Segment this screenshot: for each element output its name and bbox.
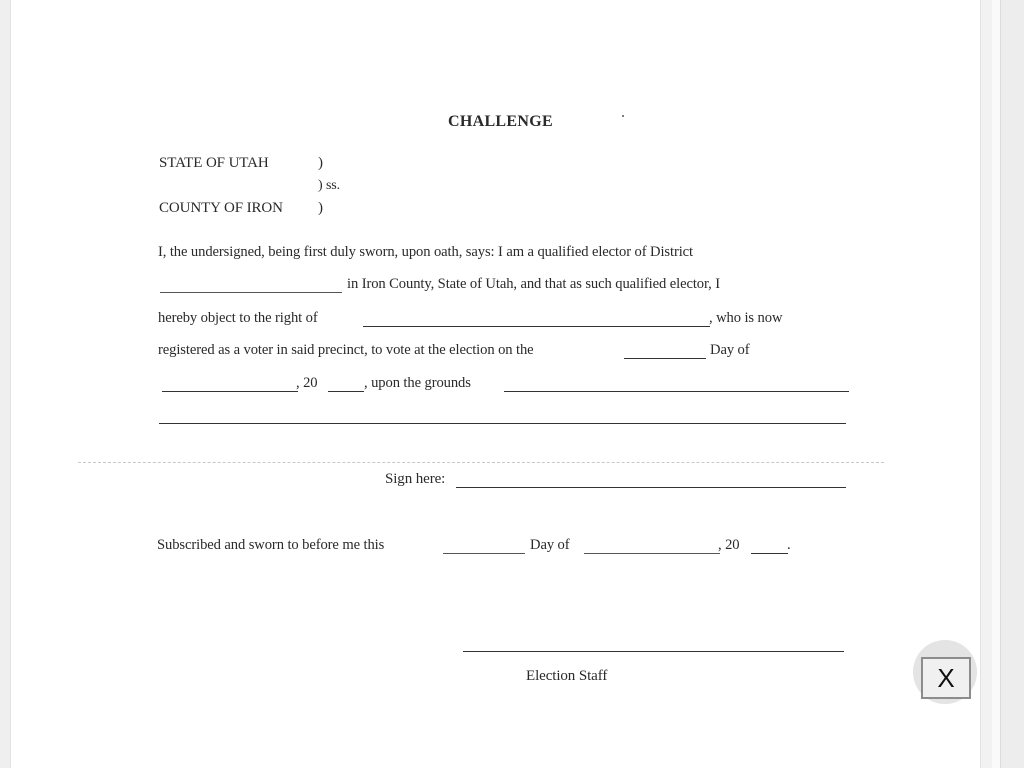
right-edge [1000,0,1024,768]
challenged-voter-blank [363,326,710,327]
body-line-5b: , upon the grounds [364,375,471,391]
district-blank [160,292,342,293]
grounds-blank [504,391,849,392]
subscribed-period: . [787,537,791,553]
body-line-4a: registered as a voter in said precinct, to vote at the election on the [158,342,534,358]
subscribed-year-prefix: , 20 [718,537,740,553]
sign-here-label: Sign here: [385,471,446,487]
election-year-blank [328,391,364,392]
scan-speck [622,115,624,117]
election-day-blank [624,358,706,359]
venue-state: STATE OF UTAH [159,155,269,171]
sworn-day-blank [443,553,525,554]
body-line-1: I, the undersigned, being first duly sworn, upon oath, says: I am a qualified elector of District [158,244,694,260]
challenger-signature-blank [456,487,846,488]
election-staff-caption: Election Staff [526,668,608,684]
body-line-4b: Day of [710,342,750,358]
venue-state-paren: ) [318,155,323,171]
election-staff-signature-blank [463,651,844,652]
subscribed-day-of: Day of [530,537,570,553]
document-title: CHALLENGE [448,113,553,130]
sworn-month-blank [584,553,720,554]
body-line-3b: , who is now [709,310,783,326]
venue-county: COUNTY OF IRON [159,200,283,216]
scan-fold-line [78,462,884,463]
close-icon: X [937,662,955,693]
sworn-year-blank [751,553,788,554]
close-button[interactable] [921,657,971,699]
body-line-5a: , 20 [296,375,318,391]
body-line-2: in Iron County, State of Utah, and that as such qualified elector, I [347,276,721,292]
subscribed-text: Subscribed and sworn to before me this [157,537,385,553]
venue-county-paren: ) [318,200,323,216]
body-line-3a: hereby object to the right of [158,310,318,326]
venue-ss: ) ss. [318,178,341,193]
grounds-blank-continued [159,423,846,424]
scroll-track[interactable] [992,0,1000,768]
election-month-blank [162,391,298,392]
